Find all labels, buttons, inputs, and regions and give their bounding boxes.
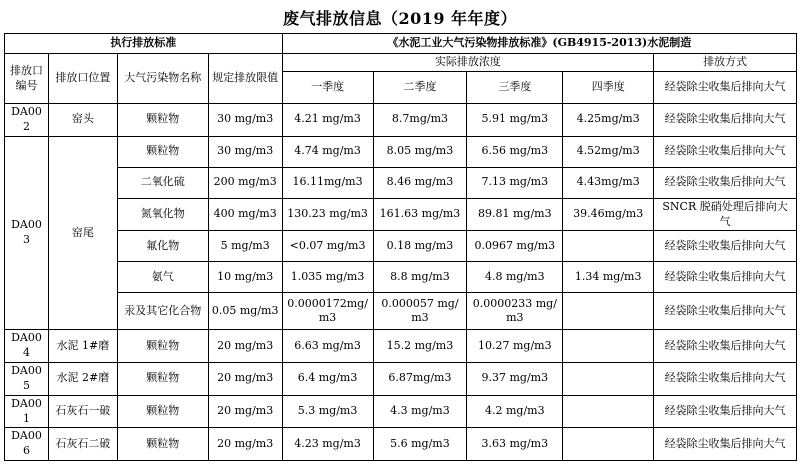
q1-cell: <0.07 mg/m3	[282, 231, 373, 262]
method-cell: 经袋除尘收集后排向大气	[654, 428, 797, 461]
q1-cell: 6.63 mg/m3	[282, 330, 373, 363]
q2-cell: 15.2 mg/m3	[373, 330, 467, 363]
q4-cell	[563, 428, 654, 461]
table-row	[5, 363, 797, 396]
q3-cell: 9.37 mg/m3	[467, 363, 563, 396]
pollutant-cell: 汞及其它化合物	[117, 293, 208, 330]
table-row	[5, 136, 797, 167]
q2-cell: 8.05 mg/m3	[373, 136, 467, 167]
q4-cell: 1.34 mg/m3	[563, 262, 654, 293]
header-row-standard	[5, 34, 797, 54]
table-row	[5, 167, 797, 198]
q1-cell: 130.23 mg/m3	[282, 198, 373, 231]
limit-cell: 0.05 mg/m3	[208, 293, 282, 330]
q3-cell: 3.63 mg/m3	[467, 428, 563, 461]
q2-cell: 161.63 mg/m3	[373, 198, 467, 231]
q4-cell	[563, 330, 654, 363]
outlet-location-cell: 石灰石一破	[48, 395, 117, 428]
pollutant-cell: 氨气	[117, 262, 208, 293]
q2-cell: 8.7mg/m3	[373, 104, 467, 137]
limit-cell: 30 mg/m3	[208, 136, 282, 167]
table-row	[5, 428, 797, 461]
q1-cell: 0.0000172mg/m3	[282, 293, 373, 330]
col-header-pollutant: 大气污染物名称	[117, 54, 208, 104]
outlet-location-cell: 水泥 1#磨	[48, 330, 117, 363]
limit-cell: 20 mg/m3	[208, 363, 282, 396]
method-cell: 经袋除尘收集后排向大气	[654, 136, 797, 167]
q1-cell: 5.3 mg/m3	[282, 395, 373, 428]
q3-cell: 6.56 mg/m3	[467, 136, 563, 167]
col-header-q3: 三季度	[467, 72, 563, 104]
q4-cell: 4.43mg/m3	[563, 167, 654, 198]
q3-cell: 4.8 mg/m3	[467, 262, 563, 293]
method-cell: 经袋除尘收集后排向大气	[654, 293, 797, 330]
col-header-outlet-no: 排放口编号	[5, 54, 49, 104]
q4-cell: 4.25mg/m3	[563, 104, 654, 137]
pollutant-cell: 颗粒物	[117, 428, 208, 461]
q4-cell	[563, 363, 654, 396]
q2-cell: 0.000057 mg/m3	[373, 293, 467, 330]
q1-cell: 6.4 mg/m3	[282, 363, 373, 396]
q4-cell	[563, 395, 654, 428]
q3-cell: 0.0967 mg/m3	[467, 231, 563, 262]
limit-cell: 400 mg/m3	[208, 198, 282, 231]
table-row	[5, 293, 797, 330]
q3-cell: 5.91 mg/m3	[467, 104, 563, 137]
q4-cell	[563, 293, 654, 330]
pollutant-cell: 二氧化硫	[117, 167, 208, 198]
limit-cell: 20 mg/m3	[208, 330, 282, 363]
method-cell: SNCR 脱硝处理后排向大气	[654, 198, 797, 231]
q2-cell: 5.6 mg/m3	[373, 428, 467, 461]
q2-cell: 0.18 mg/m3	[373, 231, 467, 262]
outlet-no-cell: DA005	[5, 363, 49, 396]
header-row-groups	[5, 54, 797, 72]
limit-cell: 20 mg/m3	[208, 395, 282, 428]
outlet-no-cell: DA004	[5, 330, 49, 363]
emissions-table	[4, 33, 797, 461]
q2-cell: 8.46 mg/m3	[373, 167, 467, 198]
col-header-q1: 一季度	[282, 72, 373, 104]
table-row	[5, 231, 797, 262]
outlet-no-cell: DA001	[5, 395, 49, 428]
page-title: 废气排放信息（2019 年年度）	[282, 9, 518, 28]
limit-cell: 5 mg/m3	[208, 231, 282, 262]
col-header-q2: 二季度	[373, 72, 467, 104]
q3-cell: 7.13 mg/m3	[467, 167, 563, 198]
table-row	[5, 198, 797, 231]
outlet-no-cell: DA003	[5, 136, 49, 330]
q2-cell: 4.3 mg/m3	[373, 395, 467, 428]
limit-cell: 200 mg/m3	[208, 167, 282, 198]
method-note-cell: 经袋除尘收集后排向大气	[654, 72, 797, 104]
pollutant-cell: 颗粒物	[117, 104, 208, 137]
table-row	[5, 104, 797, 137]
pollutant-cell: 氮氧化物	[117, 198, 208, 231]
method-cell: 经袋除尘收集后排向大气	[654, 395, 797, 428]
col-header-limit: 规定排放限值	[208, 54, 282, 104]
method-cell: 经袋除尘收集后排向大气	[654, 167, 797, 198]
exec-standard-header: 执行排放标准	[5, 34, 283, 54]
pollutant-cell: 颗粒物	[117, 136, 208, 167]
pollutant-cell: 颗粒物	[117, 395, 208, 428]
method-cell: 经袋除尘收集后排向大气	[654, 330, 797, 363]
q1-cell: 4.21 mg/m3	[282, 104, 373, 137]
limit-cell: 30 mg/m3	[208, 104, 282, 137]
method-cell: 经袋除尘收集后排向大气	[654, 262, 797, 293]
col-header-outlet-location: 排放口位置	[48, 54, 117, 104]
actual-concentration-header: 实际排放浓度	[282, 54, 654, 72]
q1-cell: 1.035 mg/m3	[282, 262, 373, 293]
limit-cell: 10 mg/m3	[208, 262, 282, 293]
outlet-no-cell: DA006	[5, 428, 49, 461]
q4-cell	[563, 231, 654, 262]
method-cell: 经袋除尘收集后排向大气	[654, 231, 797, 262]
table-row	[5, 262, 797, 293]
col-header-q4: 四季度	[563, 72, 654, 104]
q2-cell: 6.87mg/m3	[373, 363, 467, 396]
outlet-location-cell: 窑头	[48, 104, 117, 137]
q3-cell: 10.27 mg/m3	[467, 330, 563, 363]
q3-cell: 89.81 mg/m3	[467, 198, 563, 231]
standard-title-cell: 《水泥工业大气污染物排放标准》(GB4915-2013)水泥制造	[282, 34, 796, 54]
q4-cell: 39.46mg/m3	[563, 198, 654, 231]
q2-cell: 8.8 mg/m3	[373, 262, 467, 293]
q1-cell: 4.74 mg/m3	[282, 136, 373, 167]
q3-cell: 0.0000233 mg/m3	[467, 293, 563, 330]
q4-cell: 4.52mg/m3	[563, 136, 654, 167]
q1-cell: 16.11mg/m3	[282, 167, 373, 198]
outlet-location-cell: 石灰石二破	[48, 428, 117, 461]
q3-cell: 4.2 mg/m3	[467, 395, 563, 428]
q1-cell: 4.23 mg/m3	[282, 428, 373, 461]
table-row	[5, 395, 797, 428]
method-cell: 经袋除尘收集后排向大气	[654, 363, 797, 396]
outlet-no-cell: DA002	[5, 104, 49, 137]
pollutant-cell: 颗粒物	[117, 330, 208, 363]
outlet-location-cell: 窑尾	[48, 136, 117, 330]
limit-cell: 20 mg/m3	[208, 428, 282, 461]
method-cell: 经袋除尘收集后排向大气	[654, 104, 797, 137]
emission-method-header: 排放方式	[654, 54, 797, 72]
pollutant-cell: 氟化物	[117, 231, 208, 262]
pollutant-cell: 颗粒物	[117, 363, 208, 396]
outlet-location-cell: 水泥 2#磨	[48, 363, 117, 396]
table-row	[5, 330, 797, 363]
